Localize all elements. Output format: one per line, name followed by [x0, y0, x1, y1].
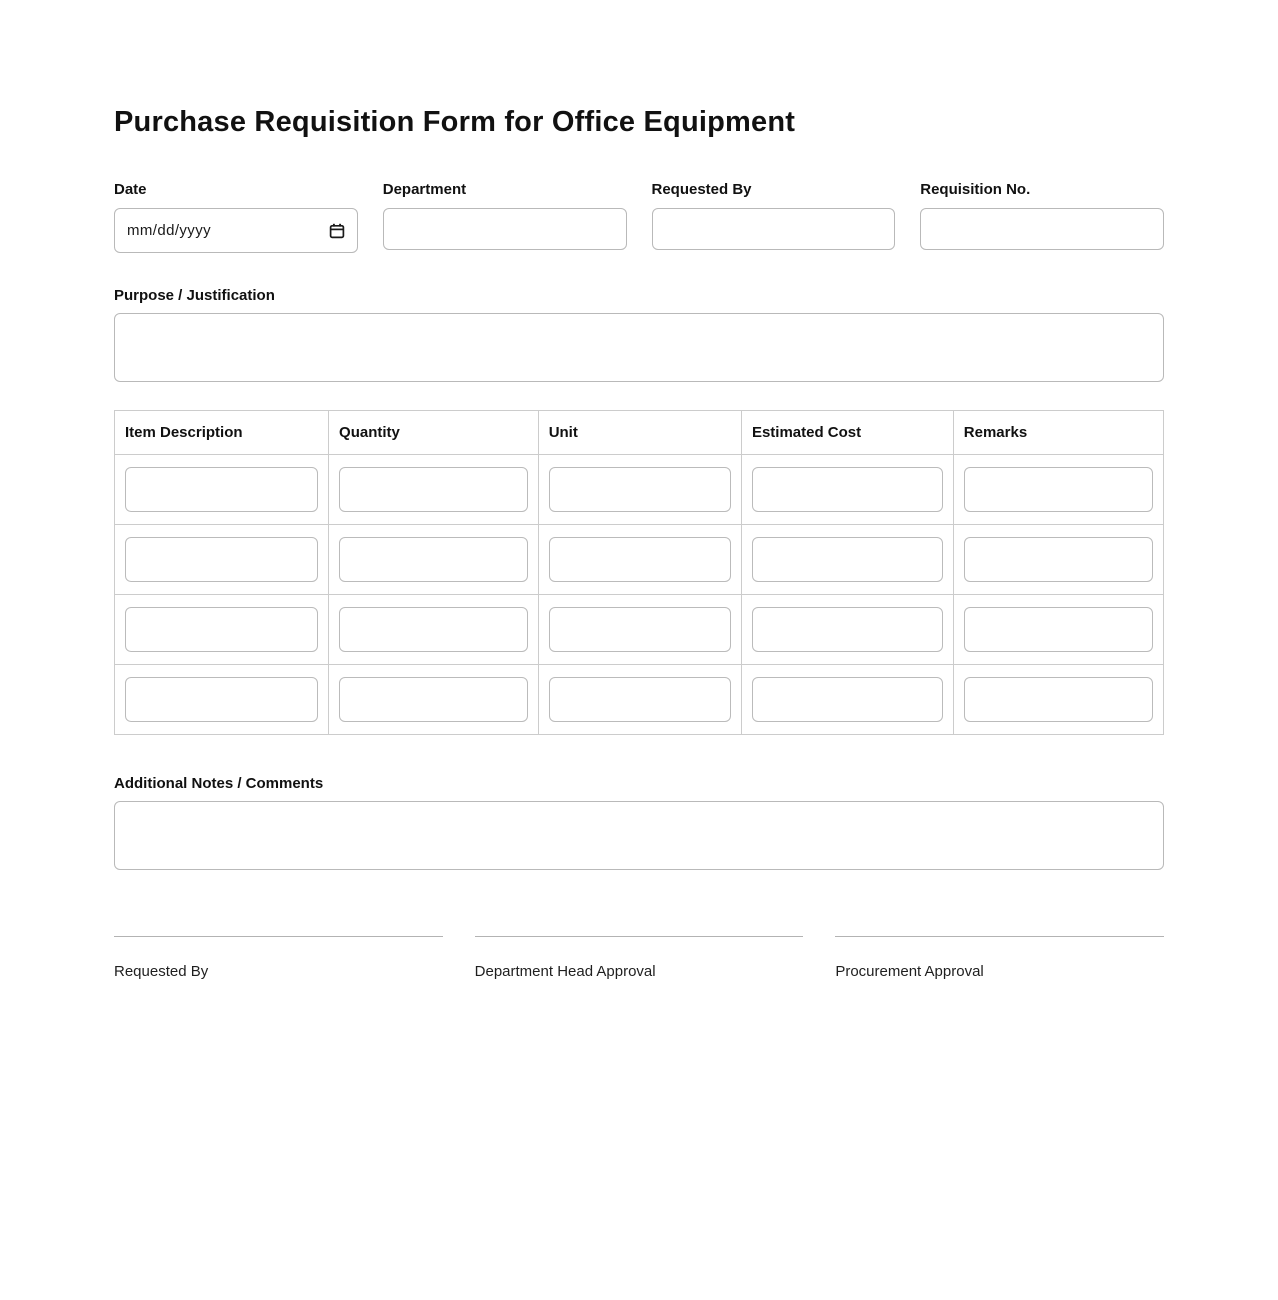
table-row — [115, 595, 1164, 665]
date-input[interactable] — [114, 208, 358, 253]
estimated-cost-input-row4[interactable] — [752, 677, 943, 722]
item-description-input-row2[interactable] — [125, 537, 318, 582]
remarks-input-row4[interactable] — [964, 677, 1153, 722]
requisition-no-field — [920, 181, 1164, 253]
requested-by-field — [652, 181, 896, 253]
items-table — [114, 410, 1164, 735]
remarks-input-row1[interactable] — [964, 467, 1153, 512]
page-title: Purchase Requisition Form for Office Equipment — [114, 106, 796, 138]
table-row — [115, 525, 1164, 595]
col-header-remarks: Remarks — [953, 411, 1163, 455]
unit-input-row2[interactable] — [549, 537, 731, 582]
department-input[interactable] — [383, 208, 627, 250]
purchase-requisition-form — [114, 0, 1164, 981]
notes-label: Additional Notes / Comments — [114, 775, 324, 792]
quantity-input-row3[interactable] — [339, 607, 528, 652]
estimated-cost-input-row1[interactable] — [752, 467, 943, 512]
date-field — [114, 181, 358, 253]
remarks-input-row3[interactable] — [964, 607, 1153, 652]
col-header-item-description: Item Description — [115, 411, 329, 455]
requisition-no-input[interactable] — [920, 208, 1164, 250]
department-field — [383, 181, 627, 253]
items-table-header — [115, 411, 1164, 455]
notes-section — [114, 775, 1164, 870]
estimated-cost-input-row3[interactable] — [752, 607, 943, 652]
item-description-input-row1[interactable] — [125, 467, 318, 512]
col-header-unit: Unit — [538, 411, 741, 455]
calendar-icon[interactable] — [329, 223, 345, 239]
signature-requested-by-label: Requested By — [114, 963, 209, 980]
table-row — [115, 665, 1164, 735]
unit-input-row4[interactable] — [549, 677, 731, 722]
signature-department-head — [475, 936, 804, 981]
purpose-textarea[interactable] — [114, 313, 1164, 382]
quantity-input-row1[interactable] — [339, 467, 528, 512]
date-placeholder: mm/dd/yyyy — [127, 222, 212, 239]
signature-procurement-label: Procurement Approval — [835, 963, 984, 980]
table-row — [115, 455, 1164, 525]
purpose-label: Purpose / Justification — [114, 287, 275, 304]
department-label: Department — [382, 181, 467, 198]
unit-input-row3[interactable] — [549, 607, 731, 652]
col-header-estimated-cost: Estimated Cost — [741, 411, 953, 455]
date-label: Date — [114, 181, 147, 198]
purpose-section — [114, 287, 1164, 382]
requisition-no-label: Requisition No. — [920, 181, 1031, 198]
requested-by-label: Requested By — [651, 181, 752, 198]
remarks-input-row2[interactable] — [964, 537, 1153, 582]
signature-procurement — [835, 936, 1164, 981]
header-fields-row — [114, 181, 1164, 253]
quantity-input-row4[interactable] — [339, 677, 528, 722]
signatures-row — [114, 936, 1164, 981]
quantity-input-row2[interactable] — [339, 537, 528, 582]
estimated-cost-input-row2[interactable] — [752, 537, 943, 582]
col-header-quantity: Quantity — [329, 411, 539, 455]
signature-department-head-label: Department Head Approval — [474, 963, 656, 980]
signature-requested-by — [114, 936, 443, 981]
item-description-input-row3[interactable] — [125, 607, 318, 652]
requested-by-input[interactable] — [652, 208, 896, 250]
unit-input-row1[interactable] — [549, 467, 731, 512]
notes-textarea[interactable] — [114, 801, 1164, 870]
item-description-input-row4[interactable] — [125, 677, 318, 722]
